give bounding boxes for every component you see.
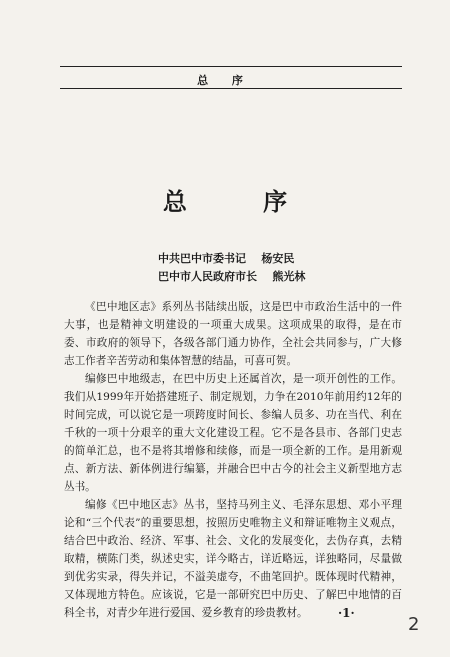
page-number: ·1· <box>338 606 355 620</box>
signatory-line: 中共巴中市委书记 杨安民 <box>158 252 295 265</box>
handwritten-mark: 2 <box>408 614 420 635</box>
header-rule-top <box>60 66 402 67</box>
running-head: 总 序 <box>197 74 253 87</box>
chapter-title: 总 序 <box>162 187 322 216</box>
body-text <box>64 298 402 622</box>
signatory-line: 巴中市人民政府市长 熊光林 <box>158 270 306 283</box>
paragraph: 编修《巴中地区志》丛书，坚持马列主义、毛泽东思想、邓小平理论和“三个代表”的重要思想，按照历史唯物主义和辩证唯物主义观点，结合巴中政治、经济、军事、社会、文化的发展变化，去伪存真，去精取精，横陈门类，纵述史实，详今略古，详近略远，详独略同，尽量做到优劣实录，得失并记，不溢美虚夸，不曲笔回护。既体现时代精神，又体现地方特色。应该说，它是一部研究巴中历史、了解巴中地情的百科全书，对青少年进行爱国、爱乡教育的珍贵教材。 <box>64 499 402 619</box>
header-rule-bottom <box>60 88 402 89</box>
paragraph: 《巴中地区志》系列丛书陆续出版，这是巴中市政治生活中的一件大事，也是精神文明建设的一项重大成果。这项成果的取得，是在市委、市政府的领导下，各级各部门通力协作，全社会共同参与，广大修志工作者辛苦劳动和集体智慧的结晶，可喜可贺。 <box>64 301 402 367</box>
paragraph: 编修巴中地级志，在巴中历史上还属首次，是一项开创性的工作。我们从1999年开始搭建班子、制定规划，力争在2010年前用约12年的时间完成，可以说它是一项跨度时间长、参编人员多、功在当代、利在千秋的一项十分艰辛的重大文化建设工程。它不是各县市、各部门史志的简单汇总，也不是将其增修和续修，而是一项全新的工作。是用新观点、新方法、新体例进行编纂，并融合巴中古今的社会主义新型地方志丛书。 <box>64 373 402 493</box>
